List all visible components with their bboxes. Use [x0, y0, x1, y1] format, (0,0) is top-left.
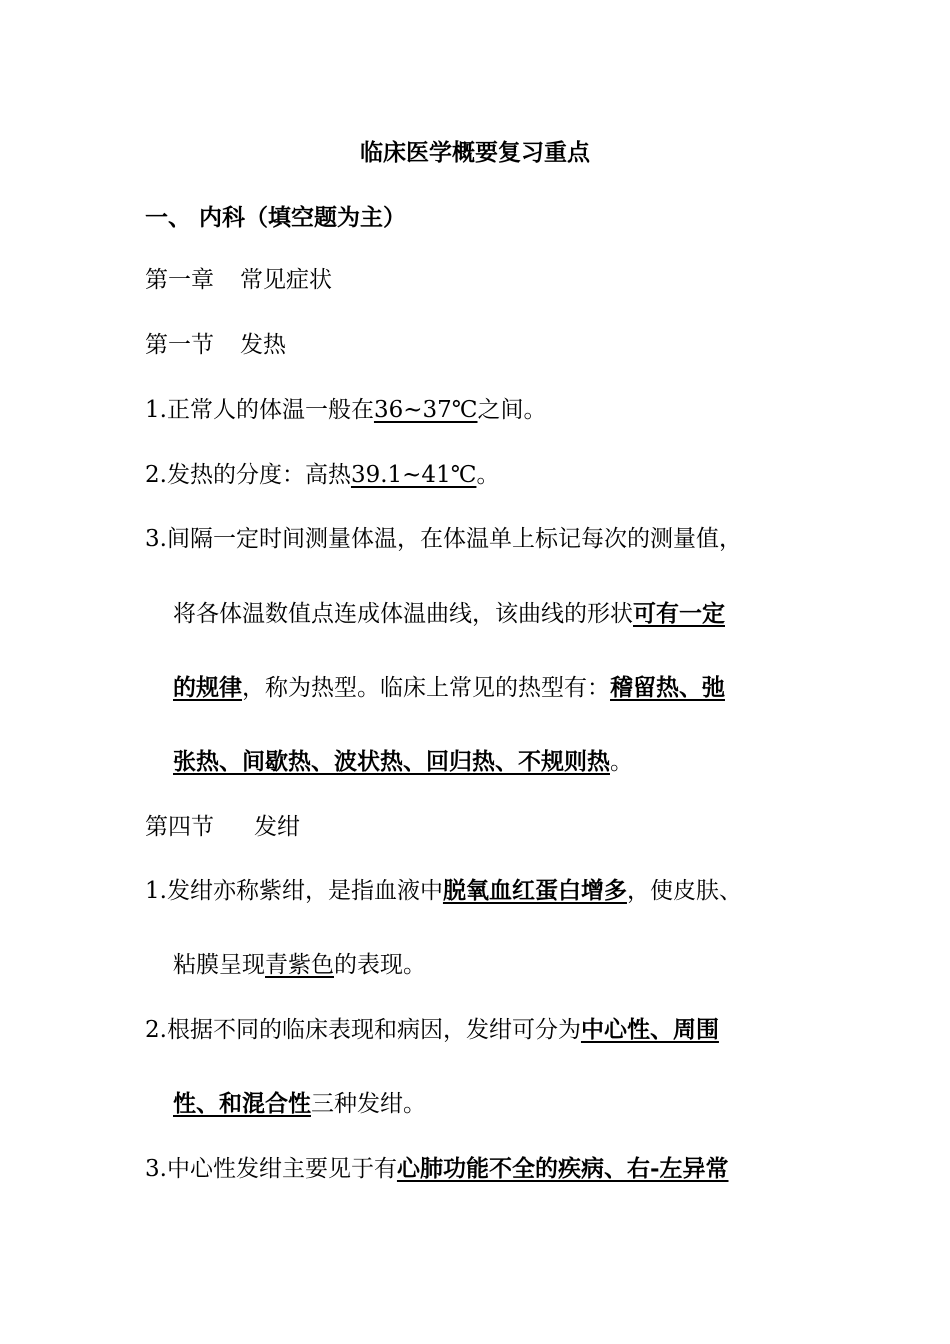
fever-item-2	[145, 460, 499, 490]
fever-item-3-answer-1: 可有一定	[633, 600, 725, 627]
fever-item-2-text: 2.发热的分度：高热	[145, 462, 351, 488]
cyanosis-item-2-answer-1b: 性、和混合性	[173, 1090, 311, 1117]
fever-item-3-line-2	[173, 599, 725, 629]
cyanosis-item-3-text: 3.中心性发绀主要见于有	[145, 1156, 397, 1182]
fever-item-3-tail: 。	[610, 749, 633, 775]
cyanosis-item-1-answer-1: 脱氧血红蛋白增多	[442, 877, 627, 904]
fever-item-3-text-2: 将各体温数值点连成体温曲线，该曲线的形状	[173, 601, 633, 627]
fever-item-1-tail: 之间。	[477, 397, 547, 423]
chapter-name: 常见症状	[240, 267, 332, 293]
cyanosis-item-2-tail: 三种发绀。	[311, 1091, 426, 1117]
section4-heading	[145, 812, 300, 842]
section-heading: 一、 内科（填空题为主）	[145, 204, 407, 231]
cyanosis-item-2-line-1	[145, 1015, 719, 1045]
chapter-label: 第一章	[145, 267, 214, 293]
section4-name: 发绀	[254, 814, 300, 840]
cyanosis-item-1-line-1	[145, 876, 742, 906]
cyanosis-item-2-line-2	[173, 1089, 426, 1119]
section1-name: 发热	[240, 332, 286, 358]
cyanosis-item-2-text: 2.根据不同的临床表现和病因，发绀可分为	[145, 1017, 581, 1043]
fever-item-1	[145, 395, 547, 425]
fever-item-3-text-3: ，称为热型。临床上常见的热型有：	[242, 675, 610, 701]
cyanosis-item-2-answer-1: 中心性、周围	[580, 1016, 719, 1043]
section4-label: 第四节	[145, 814, 214, 840]
cyanosis-item-3-line-1	[145, 1154, 729, 1184]
fever-item-3-answer-1b: 的规律	[173, 674, 242, 701]
fever-item-1-text: 1.正常人的体温一般在	[145, 397, 374, 423]
cyanosis-item-1-text-2: 粘膜呈现	[173, 952, 265, 978]
fever-item-2-answer: 39.1~41℃	[350, 462, 477, 488]
section1-label: 第一节	[145, 332, 214, 358]
cyanosis-item-1-answer-2: 青紫色	[265, 952, 334, 978]
fever-item-3-line-1: 3.间隔一定时间测量体温，在体温单上标记每次的测量值，	[145, 526, 742, 552]
fever-item-3-answer-2b: 张热、间歇热、波状热、回归热、不规则热	[173, 748, 610, 775]
cyanosis-item-1-tail: 的表现。	[334, 952, 426, 978]
fever-item-3-line-3	[173, 673, 725, 703]
section1-heading	[145, 330, 286, 360]
fever-item-3-line-4	[173, 747, 633, 777]
cyanosis-item-3-answer: 心肺功能不全的疾病、右-左异常	[396, 1155, 729, 1182]
fever-item-1-answer: 36~37℃	[373, 397, 478, 423]
cyanosis-item-1-line-2	[173, 950, 426, 980]
cyanosis-item-1-text-b: ，使皮肤、	[626, 878, 742, 904]
page-title: 临床医学概要复习重点	[360, 139, 590, 166]
fever-item-3-answer-2: 稽留热、弛	[610, 674, 725, 701]
chapter-heading	[145, 265, 332, 295]
fever-item-2-tail: 。	[476, 462, 500, 488]
cyanosis-item-1-text: 1.发绀亦称紫绀，是指血液中	[145, 878, 443, 904]
